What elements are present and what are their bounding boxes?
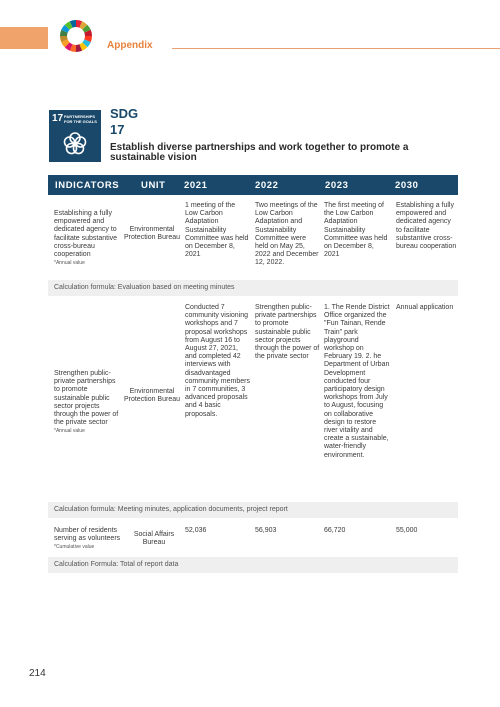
row3-2022: 56,903 — [255, 527, 277, 534]
sdg-heading — [110, 106, 138, 138]
row2-unit: Environmental Protection Bureau — [123, 388, 181, 404]
row2-indicator-text: Strengthen public-private partnerships to promote sustainable public sector projects through the power of the private sector — [54, 370, 119, 427]
row3-2023: 66,720 — [324, 527, 346, 534]
col-2022: 2022 — [255, 180, 279, 191]
sdg-number: 17 — [110, 122, 125, 137]
row3-indicator-text: Number of residents serving as volunteers — [54, 527, 121, 543]
page-number: 214 — [29, 668, 46, 679]
row2-note: *Annual value — [54, 428, 85, 435]
row2-2030: Annual application — [396, 304, 454, 311]
row3-formula: Calculation Formula: Total of report data — [48, 557, 458, 573]
sdg-label: SDG — [110, 106, 139, 121]
col-2030: 2030 — [395, 180, 419, 191]
row1-note: *Annual value — [54, 260, 85, 267]
row3-unit: Social Affairs Bureau — [133, 531, 175, 547]
row1-unit: Environmental Protection Bureau — [123, 226, 181, 242]
col-unit: UNIT — [141, 180, 166, 191]
col-2021: 2021 — [184, 180, 208, 191]
row2-2021: Conducted 7 community visioning workshops and 7 proposal workshops from August 16 to August 27, 2021, and completed 42 interviews with disadvantaged community members in 7 communities, 3 advanced proposals and 4 basic proposals. — [185, 304, 250, 418]
row1-2023: The first meeting of the Low Carbon Adaptation Sustainability Committee was held on December 8, 2021 — [324, 202, 388, 259]
header-rule — [172, 48, 500, 49]
table-header — [48, 175, 458, 195]
interlocking-rings-icon — [62, 131, 88, 157]
row1-2021: 1 meeting of the Low Carbon Adaptation Sustainability Committee was held on December 8, 2021 — [185, 202, 249, 259]
header-orange-tab — [0, 27, 48, 49]
row2-indicator — [54, 370, 122, 436]
sdg-wheel-icon — [59, 19, 93, 53]
col-indicators: INDICATORS — [55, 180, 120, 191]
row1-2030: Establishing a fully empowered and dedicated agency to facilitate substantive cross-bureau cooperation — [396, 202, 457, 251]
row3-indicator — [54, 527, 124, 552]
row2-2023: 1. The Rende District Office organized the "Fun Tainan, Rende Train" park playground workshop on February 19. 2. he Department of Urban Development conducted four participatory design workshops from July to August, focusing on collaborative design to restore river vitality and create a sustainable, water-friendly environment. — [324, 304, 390, 459]
row2-formula: Calculation formula: Meeting minutes, application documents, project report — [48, 502, 458, 518]
row1-2022: Two meetings of the Low Carbon Adaptation and Sustainability Committee were held on May 25, 2022 and December 12, 2022. — [255, 202, 319, 267]
row3-2030: 55,000 — [396, 527, 418, 534]
row3-2021: 52,036 — [185, 527, 207, 534]
sdg17-goal-tile — [49, 110, 101, 162]
row3-note: *Cumulative value — [54, 544, 95, 551]
goal-tile-label: PARTNERSHIPS FOR THE GOALS — [64, 114, 97, 124]
goal-tile-number: 17 — [52, 113, 64, 124]
appendix-title: Appendix — [107, 40, 153, 51]
goal-title: Establish diverse partnerships and work together to promote a sustainable vision — [110, 142, 409, 163]
row1-formula: Calculation formula: Evaluation based on meeting minutes — [48, 280, 458, 296]
row2-2022: Strengthen public-private partnerships to promote sustainable public sector projects through the power of the private sector — [255, 304, 320, 361]
col-2023: 2023 — [325, 180, 349, 191]
row1-indicator — [54, 210, 120, 267]
row1-indicator-text: Establishing a fully empowered and dedicated agency to facilitate substantive cross-bureau cooperation — [54, 210, 118, 259]
